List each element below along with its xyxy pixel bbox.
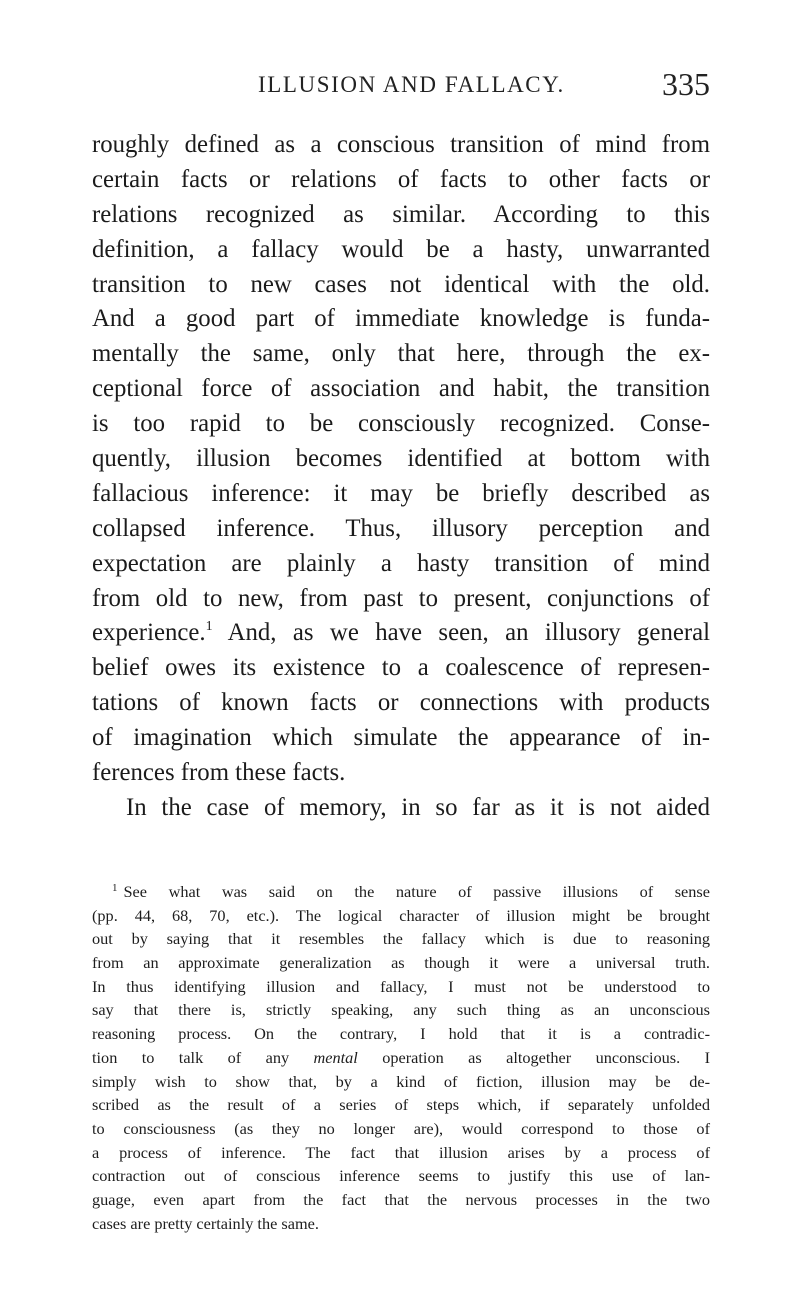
text-line: belief owes its existence to a coalescence of represen- — [92, 654, 710, 682]
footnote-line: In thus identifying illusion and fallacy, I must not be understood to — [92, 976, 710, 996]
footnote — [92, 880, 710, 1235]
text-fragment: operation as altogether unconscious. I — [357, 1047, 710, 1067]
text-line: roughly defined as a conscious transition of mind from — [92, 131, 710, 158]
text-line: of imagination which simulate the appearance of in- — [92, 724, 710, 752]
footnote-first-line — [92, 880, 710, 904]
text-line: collapsed inference. Thus, illusory perception and — [92, 514, 710, 542]
footnote-line-with-italic — [92, 1046, 710, 1070]
text-line: certain facts or relations of facts to other facts or — [92, 165, 710, 193]
text-line: tations of known facts or connections with products — [92, 689, 710, 717]
text-fragment: experience. — [92, 619, 206, 647]
footnote-line: guage, even apart from the fact that the nervous processes in the two — [92, 1189, 710, 1209]
text-line: quently, illusion becomes identified at bottom with — [92, 445, 710, 473]
text-fragment: And, as we have seen, an illusory general — [212, 619, 710, 647]
footnote-line: say that there is, strictly speaking, any such thing as an unconscious — [92, 1000, 710, 1020]
text-fragment: See what was said on the nature of passive illusions of sense — [123, 882, 710, 901]
footnote-line: to consciousness (as they no longer are), would correspond to those of — [92, 1118, 710, 1138]
text-line-with-footnote-ref — [92, 616, 710, 651]
footnote-reference: 1 — [205, 619, 213, 635]
text-line: relations recognized as similar. According to this — [92, 200, 710, 228]
footnote-line: from an approximate generalization as though it were a universal truth. — [92, 953, 710, 973]
text-line: from old to new, from past to present, conjunctions of — [92, 584, 710, 612]
footnote-mark: 1 — [112, 882, 118, 894]
paragraph-first-line: In the case of memory, in so far as it is not aided — [126, 793, 710, 821]
page-number: 335 — [662, 66, 710, 102]
text-fragment: tion to talk of any — [92, 1047, 314, 1067]
text-line: ceptional force of association and habit, the transition — [92, 375, 710, 403]
text-line: expectation are plainly a hasty transition of mind — [92, 549, 710, 577]
footnote-line: (pp. 44, 68, 70, etc.). The logical character of illusion might be brought — [92, 905, 710, 925]
main-text — [92, 128, 710, 826]
text-line: And a good part of immediate knowledge is funda- — [92, 305, 710, 333]
footnote-line: reasoning process. On the contrary, I hold that it is a contradic- — [92, 1024, 710, 1044]
footnote-line: simply wish to show that, by a kind of fiction, illusion may be de- — [92, 1071, 710, 1091]
running-title: ILLUSION AND FALLACY. — [258, 72, 565, 97]
footnote-line: out by saying that it resembles the fallacy which is due to reasoning — [92, 929, 710, 949]
text-line: transition to new cases not identical with the old. — [92, 270, 710, 298]
text-line: ferences from these facts. — [92, 759, 346, 787]
footnote-line: cases are pretty certainly the same. — [92, 1213, 319, 1233]
footnote-line: scribed as the result of a series of steps which, if separately unfolded — [92, 1095, 710, 1115]
text-line: mentally the same, only that here, through the ex- — [92, 340, 710, 368]
text-line: fallacious inference: it may be briefly described as — [92, 479, 710, 507]
text-line: definition, a fallacy would be a hasty, unwarranted — [92, 235, 710, 263]
italic-word: mental — [313, 1047, 358, 1067]
page-header — [258, 66, 710, 108]
text-line: is too rapid to be consciously recognized. Conse- — [92, 410, 710, 438]
footnote-line: contraction out of conscious inference seems to justify this use of lan- — [92, 1166, 710, 1186]
footnote-line: a process of inference. The fact that illusion arises by a process of — [92, 1142, 710, 1162]
